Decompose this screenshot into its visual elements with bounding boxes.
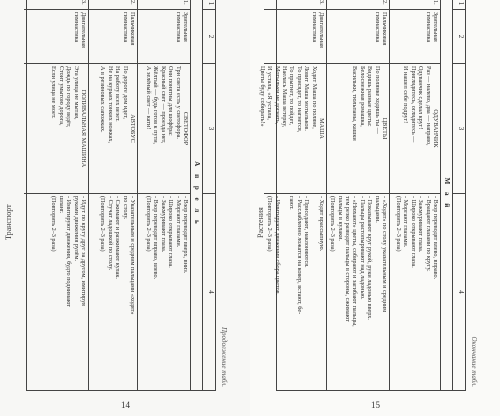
table-row: [88, 0, 137, 390]
exercise-line: Они понятны для шофёра:: [167, 66, 175, 136]
method-line: (Повторить 2–3 раза): [266, 196, 274, 252]
exercise-line: А зелёный свет — кати!: [144, 66, 152, 130]
left-table: [26, 0, 216, 391]
method-line: - Имитируют движения, будто поднимают: [65, 196, 73, 307]
left-side-label: Транспорт: [4, 204, 13, 240]
exercise-text: [327, 64, 389, 194]
row-number: 3.: [24, 0, 88, 10]
gymnastics-type: Пальчиковая гимнастика: [327, 10, 389, 64]
header-col-3: 3: [203, 64, 215, 194]
exercise-line: Дождь по городу ведёт,: [65, 66, 73, 128]
gymnastics-type: Двигательная гимнастика: [24, 10, 88, 64]
method-line: шланг.: [57, 196, 65, 214]
exercise-line: Белоснежная ромашка,: [358, 66, 366, 127]
method-line: - Широко открывают глаза.: [167, 196, 175, 268]
exercise-title: ПОЛИВАЛЬНАЯ МАШИНА: [80, 89, 87, 168]
exercise-line: Наелась Маша ветерку,: [280, 66, 288, 128]
method-line: пальцы в кулаки.: [336, 196, 344, 241]
method-line: [281, 196, 288, 388]
exercise-title: АВТОБУС: [129, 114, 136, 143]
exercise-line: Три света есть у светофора.: [174, 66, 182, 139]
right-page: [250, 0, 500, 416]
method-line: - Сжимают и разжимают кулак.: [114, 196, 122, 279]
method-text: [264, 194, 326, 390]
method-line: по столу.: [121, 196, 129, 220]
exercise-line: Не на курьих тонких ножках,: [106, 66, 114, 144]
exercise-line: Эта улица не мытая,: [72, 66, 80, 120]
method-line: (Повторить 2–3 раза): [144, 196, 152, 252]
exercise-line: Стоит умытою дорога,: [57, 66, 65, 126]
header-col-3: 3: [453, 64, 465, 194]
header-col-2: 2: [453, 10, 465, 64]
exercise-line: Видишь разные цветы:: [366, 66, 374, 127]
gymnastics-type: Двигательная гимнастика: [264, 10, 326, 64]
exercise-line: Одуванчик сделал круг!: [417, 66, 425, 130]
method-line: гают.: [288, 196, 296, 210]
method-line: - Указательным и средним пальцами «ходят»: [129, 196, 136, 315]
right-side-label: Растения: [256, 207, 265, 238]
method-text: [327, 194, 389, 390]
row-number: 1.: [390, 0, 440, 10]
exercise-line: А в резиновых сапожках.: [99, 66, 107, 133]
method-line: - Зажмуривают глаза.: [159, 196, 167, 253]
exercise-text: [89, 64, 137, 194]
exercise-line: Раз — налево, два — направо,: [424, 66, 432, 146]
method-line: руками движения рулём.: [72, 196, 80, 262]
exercise-line: Жёлтый — будь готов к пути,: [152, 66, 160, 145]
right-running-title: Окончание табл.: [470, 336, 478, 387]
method-line: (Повторить 2–3 раза): [329, 196, 337, 252]
row-number: 3.: [264, 0, 326, 10]
table-row: [389, 0, 440, 390]
right-month-heading: М а й: [440, 0, 452, 390]
method-text: [89, 194, 137, 390]
gymnastics-type: Зрительная гимнастика: [390, 10, 440, 64]
exercise-line: На работу всех везет.: [114, 66, 122, 122]
row-number: 2.: [327, 0, 389, 10]
left-page-number: 14: [121, 400, 130, 410]
exercise-line: Васильки, тюльпаны, кашки: [351, 66, 359, 141]
header-col-4: 4: [207, 290, 215, 294]
method-line: - Взор переводят влево, вправо.: [432, 196, 439, 280]
method-line: - Широко открывают глаза.: [409, 196, 417, 268]
exercise-line: И устала, «Я устала,: [266, 66, 274, 120]
exercise-line: И нашел себе подруг!: [402, 66, 410, 124]
exercise-title: МАША: [318, 118, 325, 139]
method-line: - Моргают глазами.: [402, 196, 410, 248]
method-line: - Моргают глазами.: [174, 196, 182, 248]
header-col-4: 4: [457, 290, 465, 294]
method-line: - Идут по кругу друг за другом, имитируя: [80, 196, 87, 306]
method-line: (Повторить 2–3 раза): [99, 196, 107, 252]
left-rotated-content: [20, 0, 230, 395]
table-row: [24, 0, 88, 390]
method-line: - Вращают глазами по кругу.: [424, 196, 432, 272]
exercise-line: Цветы буду собирать!»: [258, 66, 266, 127]
left-table-header: [202, 0, 215, 390]
exercise-line: По дороге дом идет,: [121, 66, 129, 119]
method-line: - Стучат ладошкой по столу.: [106, 196, 114, 271]
exercise-title: ЦВЕТЫ: [381, 117, 388, 140]
row-number: 1.: [138, 0, 190, 10]
method-line: - Расслабленно ложатся на ковер, встают, бе-: [295, 196, 303, 315]
header-col-1: 1: [203, 0, 215, 10]
method-line: [310, 196, 317, 388]
right-page-number: 15: [371, 400, 380, 410]
header-col-2: 2: [203, 10, 215, 64]
gymnastics-type: Пальчиковая гимнастика: [89, 10, 137, 64]
left-table-rows: [24, 0, 190, 390]
row-number: 2.: [89, 0, 137, 10]
exercise-line: Мотыльки не догнать,: [273, 66, 281, 125]
method-line: (Повторить 2–3 раза): [394, 196, 402, 252]
right-table-header: [452, 0, 465, 390]
exercise-line: То прыгнет, то пойдет,: [288, 66, 296, 126]
header-col-1: 1: [453, 0, 465, 10]
method-line: тем резко разводят пальцы в стороны, сжимают: [343, 196, 351, 322]
method-line: - Приседают, наклоняются.: [303, 196, 311, 268]
method-line: - Взор переводят вправо, влево.: [152, 196, 160, 280]
exercise-line: Приглядитесь, оглядитесь —: [409, 66, 417, 143]
exercise-text: [24, 64, 88, 194]
exercise-text: [138, 64, 190, 194]
method-line: - Показывают круг рукой, руки ладонью вверх.: [366, 196, 374, 320]
method-text: [390, 194, 440, 390]
table-row: [326, 0, 389, 390]
exercise-line: Красный свет — проезда нет,: [159, 66, 167, 144]
method-line: - Зажмуривают глаза.: [417, 196, 425, 253]
method-text: [138, 194, 190, 390]
exercise-line: По полянке ходишь ты —: [373, 66, 381, 134]
method-line: - Взор переводят вверх, вниз.: [182, 196, 189, 274]
method-line: пальцами.: [373, 196, 381, 223]
exercise-line: То присядет, то нагнется,: [295, 66, 303, 133]
method-line: - Ходят врассыпную.: [318, 196, 325, 252]
gymnastics-type: Зрительная гимнастика: [138, 10, 190, 64]
exercise-line: Ловит Маша мотыльков.: [303, 66, 311, 131]
exercise-text: [258, 64, 326, 194]
method-text: [24, 194, 88, 390]
method-line: (Повторить 2–3 раза): [50, 196, 58, 252]
exercise-line: Если улица не моет.: [50, 66, 58, 119]
exercise-text: [390, 64, 440, 194]
exercise-title: СВЕТОФОР: [182, 111, 189, 146]
exercise-line: Ходит Маша по поляне,: [310, 66, 318, 129]
method-line: - «Ходят» по столу указательным и средним: [381, 196, 388, 313]
left-running-title: Продолжение табл.: [220, 326, 228, 387]
method-line: - «Нюхают» цветы, собирают и загибают пальцы,: [351, 196, 359, 327]
left-month-heading: А п р е л ь: [190, 0, 202, 390]
table-row: [137, 0, 190, 390]
method-line: - Пальцы растопыривают над ладонью.: [358, 196, 366, 300]
exercise-title: ОДУВАНЧИК: [432, 109, 439, 148]
method-line: - Имитируют движения сбора цветов.: [273, 196, 281, 296]
